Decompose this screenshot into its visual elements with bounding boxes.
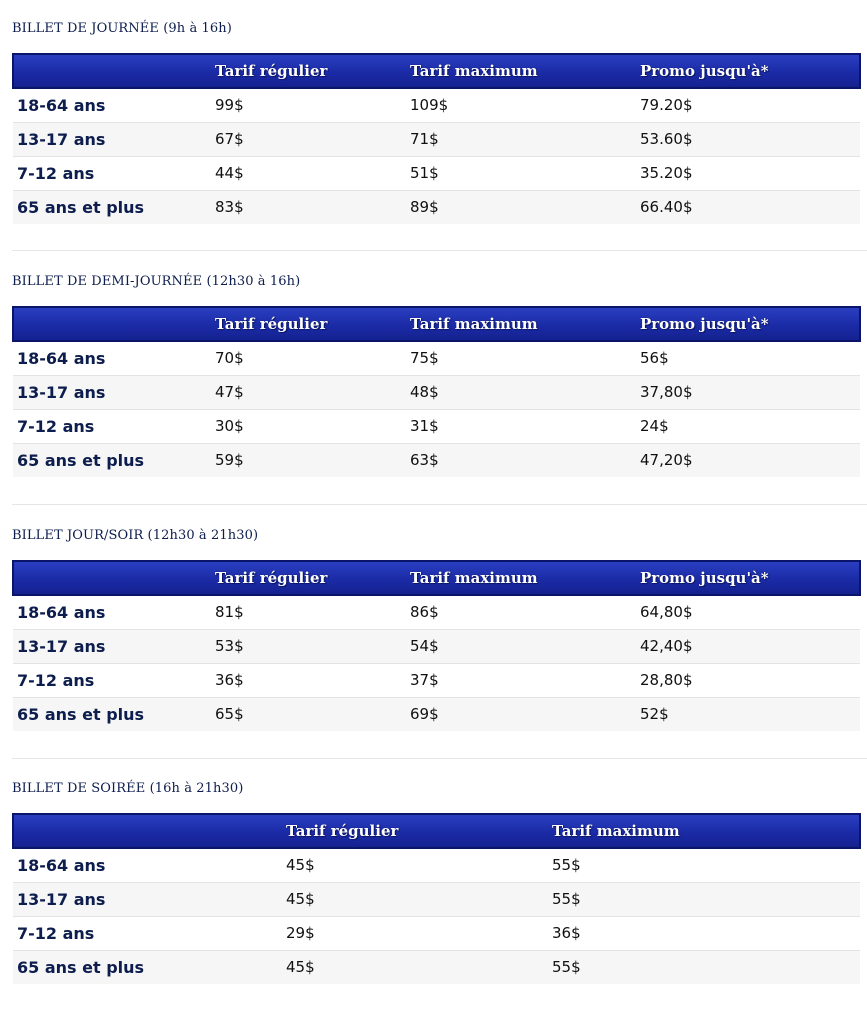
table-row: [13, 663, 860, 697]
age-group-cell: 7-12 ans: [13, 916, 286, 950]
regular-price-cell: 47$: [215, 375, 410, 409]
price-table: [12, 306, 861, 477]
price-table: [12, 560, 861, 731]
table-row: [13, 848, 860, 882]
column-header-age: [13, 307, 215, 341]
table-row: [13, 156, 860, 190]
promo-price-cell: 64,80$: [640, 603, 693, 622]
promo-price-cell: 56$: [640, 349, 669, 368]
age-group-cell: 18-64 ans: [17, 855, 106, 875]
table-header-row: [13, 814, 860, 848]
regular-price-cell: 65$: [215, 697, 410, 731]
age-group-cell: 65 ans et plus: [13, 950, 286, 984]
table-row: [13, 341, 860, 375]
age-group-cell: 18-64 ans: [17, 602, 106, 622]
age-group-cell: 13-17 ans: [13, 882, 286, 916]
maximum-price-cell: 36$: [552, 916, 860, 950]
age-group-cell: 13-17 ans: [13, 375, 215, 409]
regular-price-cell: 30$: [215, 409, 410, 443]
regular-price-cell: 99$: [215, 96, 244, 115]
maximum-price-cell: 48$: [410, 375, 640, 409]
section-soiree: [12, 779, 859, 984]
regular-price-cell: 53$: [215, 629, 410, 663]
age-group-cell: 7-12 ans: [13, 156, 215, 190]
regular-price-cell: 36$: [215, 663, 410, 697]
regular-price-cell: 67$: [215, 122, 410, 156]
column-header-regular: Tarif régulier: [215, 307, 410, 341]
regular-price-cell: 29$: [286, 916, 552, 950]
maximum-price-cell: 55$: [552, 950, 860, 984]
table-row: [13, 950, 860, 984]
regular-price-cell: 44$: [215, 156, 410, 190]
table-row: [13, 595, 860, 629]
promo-price-cell: 66.40$: [640, 190, 860, 224]
promo-price-cell: 24$: [640, 409, 860, 443]
section-title: BILLET DE JOURNÉE (9h à 16h): [12, 21, 232, 36]
table-row: [13, 916, 860, 950]
maximum-price-cell: 109$: [410, 96, 449, 115]
column-header-maximum: Tarif maximum: [410, 307, 640, 341]
column-header-promo: Promo jusqu'à*: [640, 54, 860, 88]
table-row: [13, 697, 860, 731]
table-row: [13, 190, 860, 224]
table-row: [13, 882, 860, 916]
price-table: [12, 813, 861, 984]
age-group-cell: 13-17 ans: [13, 629, 215, 663]
table-row: [13, 443, 860, 477]
age-group-cell: 7-12 ans: [13, 409, 215, 443]
promo-price-cell: 35.20$: [640, 156, 860, 190]
age-group-cell: 65 ans et plus: [13, 443, 215, 477]
column-header-promo: Promo jusqu'à*: [640, 561, 860, 595]
maximum-price-cell: 37$: [410, 663, 640, 697]
regular-price-cell: 70$: [215, 349, 244, 368]
price-table: [12, 53, 861, 224]
column-header-regular: Tarif régulier: [215, 54, 410, 88]
maximum-price-cell: 55$: [552, 856, 581, 875]
maximum-price-cell: 55$: [552, 882, 860, 916]
regular-price-cell: 45$: [286, 950, 552, 984]
regular-price-cell: 83$: [215, 190, 410, 224]
maximum-price-cell: 31$: [410, 409, 640, 443]
column-header-age: [13, 561, 215, 595]
maximum-price-cell: 51$: [410, 156, 640, 190]
promo-price-cell: 53.60$: [640, 122, 860, 156]
table-header-row: [13, 561, 860, 595]
age-group-cell: 18-64 ans: [17, 348, 106, 368]
maximum-price-cell: 71$: [410, 122, 640, 156]
age-group-cell: 13-17 ans: [13, 122, 215, 156]
promo-price-cell: 79.20$: [640, 96, 693, 115]
table-row: [13, 375, 860, 409]
regular-price-cell: 45$: [286, 856, 315, 875]
column-header-maximum: Tarif maximum: [410, 54, 640, 88]
maximum-price-cell: 75$: [410, 349, 439, 368]
table-header-row: [13, 307, 860, 341]
regular-price-cell: 59$: [215, 443, 410, 477]
age-group-cell: 65 ans et plus: [13, 697, 215, 731]
table-row: [13, 629, 860, 663]
table-header-row: [13, 54, 860, 88]
section-divider: [12, 250, 867, 251]
section-title: BILLET DE DEMI-JOURNÉE (12h30 à 16h): [12, 274, 301, 289]
table-row: [13, 409, 860, 443]
column-header-promo: Promo jusqu'à*: [640, 307, 860, 341]
table-row: [13, 88, 860, 122]
column-header-regular: Tarif régulier: [286, 814, 552, 848]
maximum-price-cell: 54$: [410, 629, 640, 663]
age-group-cell: 65 ans et plus: [13, 190, 215, 224]
maximum-price-cell: 89$: [410, 190, 640, 224]
section-journee: [12, 19, 859, 224]
maximum-price-cell: 69$: [410, 697, 640, 731]
column-header-age: [13, 54, 215, 88]
promo-price-cell: 37,80$: [640, 375, 860, 409]
section-demi-journee: [12, 272, 859, 477]
section-title: BILLET DE SOIRÉE (16h à 21h30): [12, 781, 244, 796]
table-row: [13, 122, 860, 156]
section-divider: [12, 504, 867, 505]
section-jour-soir: [12, 526, 859, 731]
promo-price-cell: 42,40$: [640, 629, 860, 663]
regular-price-cell: 81$: [215, 603, 244, 622]
maximum-price-cell: 86$: [410, 603, 439, 622]
column-header-age: [13, 814, 286, 848]
section-divider: [12, 758, 867, 759]
maximum-price-cell: 63$: [410, 443, 640, 477]
age-group-cell: 7-12 ans: [13, 663, 215, 697]
promo-price-cell: 28,80$: [640, 663, 860, 697]
promo-price-cell: 52$: [640, 697, 860, 731]
age-group-cell: 18-64 ans: [17, 95, 106, 115]
column-header-maximum: Tarif maximum: [552, 814, 860, 848]
column-header-regular: Tarif régulier: [215, 561, 410, 595]
section-title: BILLET JOUR/SOIR (12h30 à 21h30): [12, 528, 259, 543]
promo-price-cell: 47,20$: [640, 443, 860, 477]
column-header-maximum: Tarif maximum: [410, 561, 640, 595]
regular-price-cell: 45$: [286, 882, 552, 916]
